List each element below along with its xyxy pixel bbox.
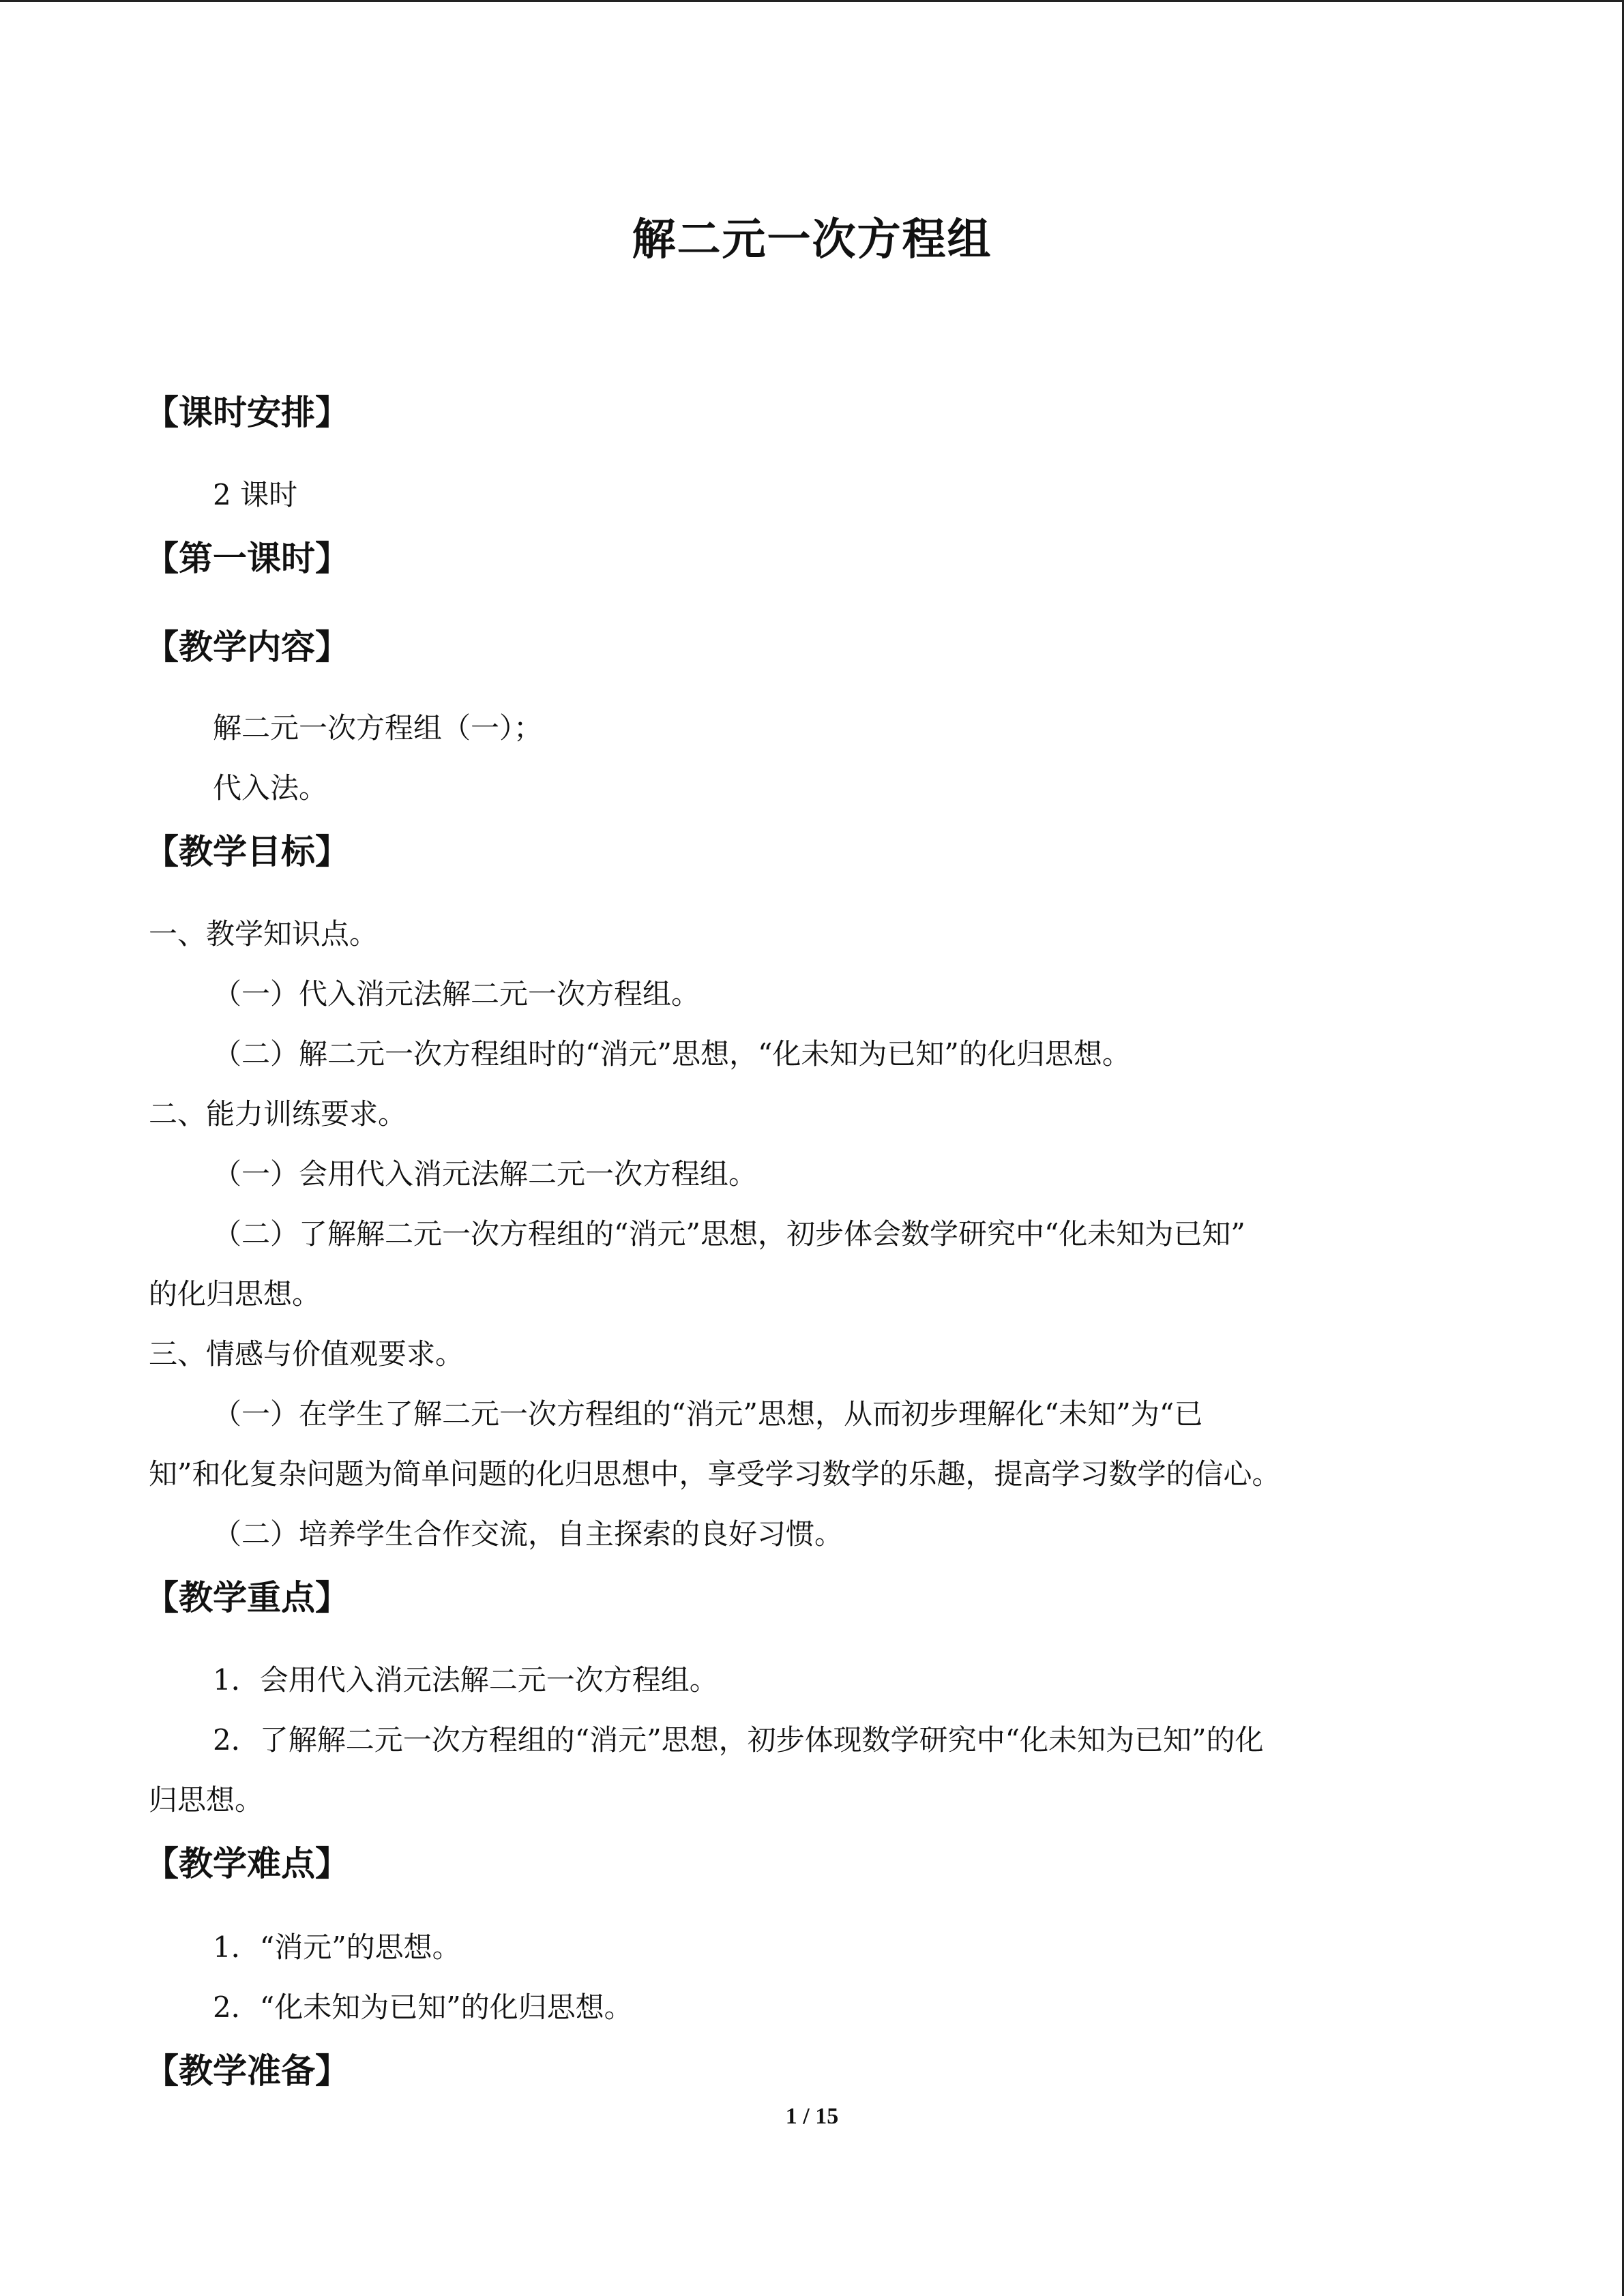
heading-first-lesson: 【第一课时】 bbox=[145, 539, 349, 578]
heading-content: 【教学内容】 bbox=[145, 627, 349, 667]
heading-goals: 【教学目标】 bbox=[145, 832, 349, 871]
goals-line: 二、能力训练要求。 bbox=[149, 1097, 407, 1131]
key-points-line: 1．会用代入消元法解二元一次方程组。 bbox=[213, 1663, 718, 1697]
goals-line: （二）了解解二元一次方程组的“消元”思想，初步体会数学研究中“化未知为已知” bbox=[213, 1217, 1245, 1251]
heading-key-points: 【教学重点】 bbox=[145, 1578, 349, 1617]
document-title: 解二元一次方程组 bbox=[632, 215, 992, 265]
goals-line: 知”和化复杂问题为简单问题的化归思想中，享受学习数学的乐趣，提高学习数学的信心。 bbox=[149, 1457, 1281, 1491]
goals-line: （一）在学生了解二元一次方程组的“消元”思想，从而初步理解化“未知”为“已 bbox=[213, 1397, 1203, 1431]
content-line: 解二元一次方程组（一）； bbox=[213, 711, 543, 745]
content-line: 代入法。 bbox=[213, 771, 328, 805]
goals-line: 一、教学知识点。 bbox=[149, 917, 379, 951]
goals-line: （一）会用代入消元法解二元一次方程组。 bbox=[213, 1157, 758, 1191]
heading-difficulties: 【教学难点】 bbox=[145, 1844, 349, 1883]
key-points-line: 归思想。 bbox=[149, 1783, 264, 1817]
goals-line: （二）培养学生合作交流，自主探索的良好习惯。 bbox=[213, 1517, 844, 1551]
key-points-line: 2．了解解二元一次方程组的“消元”思想，初步体现数学研究中“化未知为已知”的化 bbox=[213, 1723, 1264, 1757]
schedule-line: 2 课时 bbox=[213, 478, 298, 511]
heading-schedule: 【课时安排】 bbox=[145, 393, 349, 432]
goals-line: 三、情感与价值观要求。 bbox=[149, 1337, 464, 1371]
page-number: 1 / 15 bbox=[785, 2104, 839, 2129]
goals-line: 的化归思想。 bbox=[149, 1277, 321, 1311]
goals-line: （二）解二元一次方程组时的“消元”思想，“化未知为已知”的化归思想。 bbox=[213, 1037, 1131, 1071]
difficulties-line: 2．“化未知为已知”的化归思想。 bbox=[213, 1991, 633, 2024]
heading-preparation: 【教学准备】 bbox=[145, 2051, 349, 2091]
difficulties-line: 1．“消元”的思想。 bbox=[213, 1930, 461, 1964]
goals-line: （一）代入消元法解二元一次方程组。 bbox=[213, 977, 700, 1011]
